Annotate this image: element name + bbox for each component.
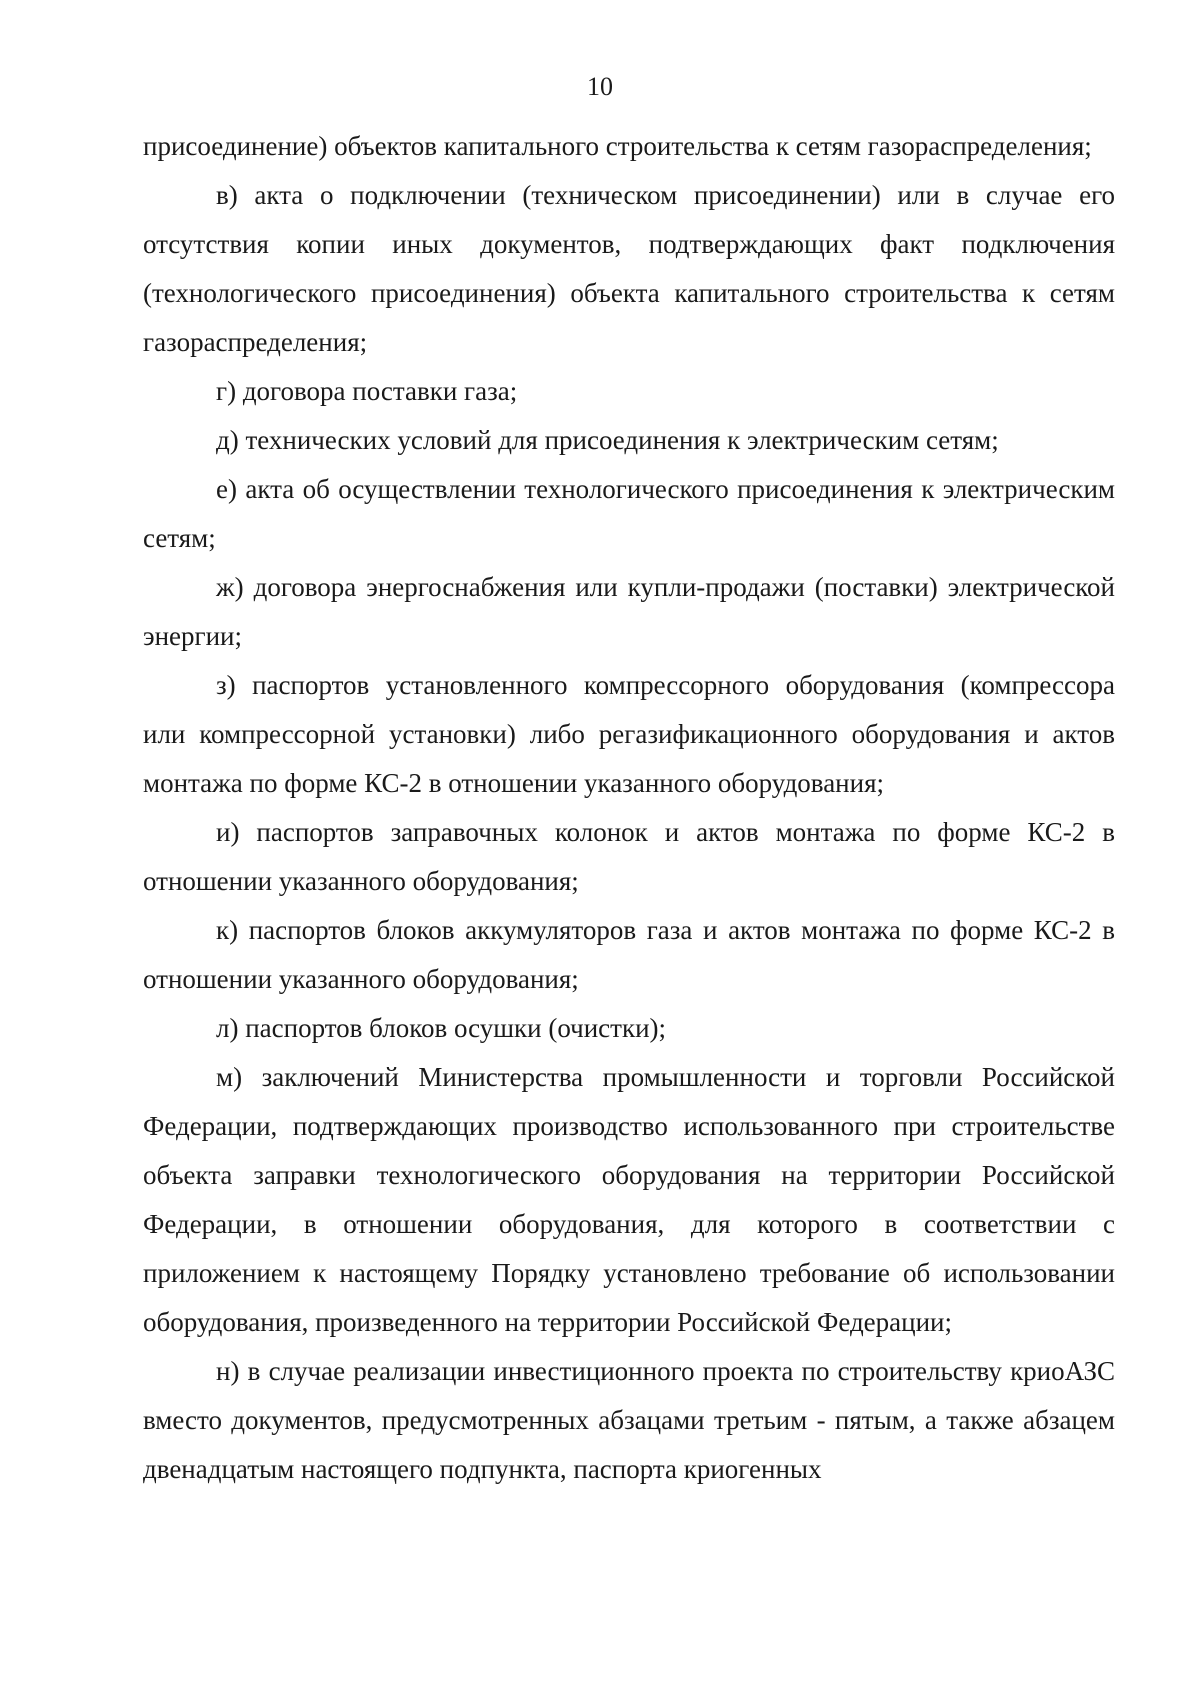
paragraph-item-zh: ж) договора энергоснабжения или купли-продажи (поставки) электрической энергии; [143,572,1115,651]
paragraph-item-e: е) акта об осуществлении технологического присоединения к электрическим сетям; [143,474,1115,553]
paragraph-item-k: к) паспортов блоков аккумуляторов газа и актов монтажа по форме КС-2 в отношении указанного оборудования; [143,915,1115,994]
paragraph-item-i: и) паспортов заправочных колонок и актов монтажа по форме КС-2 в отношении указанного оборудования; [143,817,1115,896]
paragraph-item-d: д) технических условий для присоединения к электрическим сетям; [216,425,999,455]
paragraph-item-g: г) договора поставки газа; [216,376,518,406]
paragraph-continuation: присоединение) объектов капитального строительства к сетям газораспределения; [143,131,1092,161]
paragraph-item-l: л) паспортов блоков осушки (очистки); [216,1013,667,1043]
paragraph-item-n: н) в случае реализации инвестиционного проекта по строительству криоАЗС вместо документов, предусмотренных абзацами третьим - пятым, а также абзацем двенадцатым настоящего подпункта, паспорта криогенных [143,1356,1115,1484]
paragraph-item-v: в) акта о подключении (техническом присоединении) или в случае его отсутствия копии иных документов, подтверждающих факт подключения (технологического присоединения) объекта капитального строительства к сетям газораспределения; [143,180,1115,357]
paragraph-item-m: м) заключений Министерства промышленности и торговли Российской Федерации, подтверждающих производство использованного при строительстве объекта заправки технологического оборудования на территории Российской Федерации, в отношении оборудования, для которого в соответствии с приложением к настоящему Порядку установлено требование об использовании оборудования, произведенного на территории Российской Федерации; [143,1062,1115,1337]
document-body [143,122,1115,1494]
page-number: 10 [587,72,613,101]
paragraph-item-z: з) паспортов установленного компрессорного оборудования (компрессора или компрессорной установки) либо регазификационного оборудования и актов монтажа по форме КС-2 в отношении указанного оборудования; [143,670,1115,798]
